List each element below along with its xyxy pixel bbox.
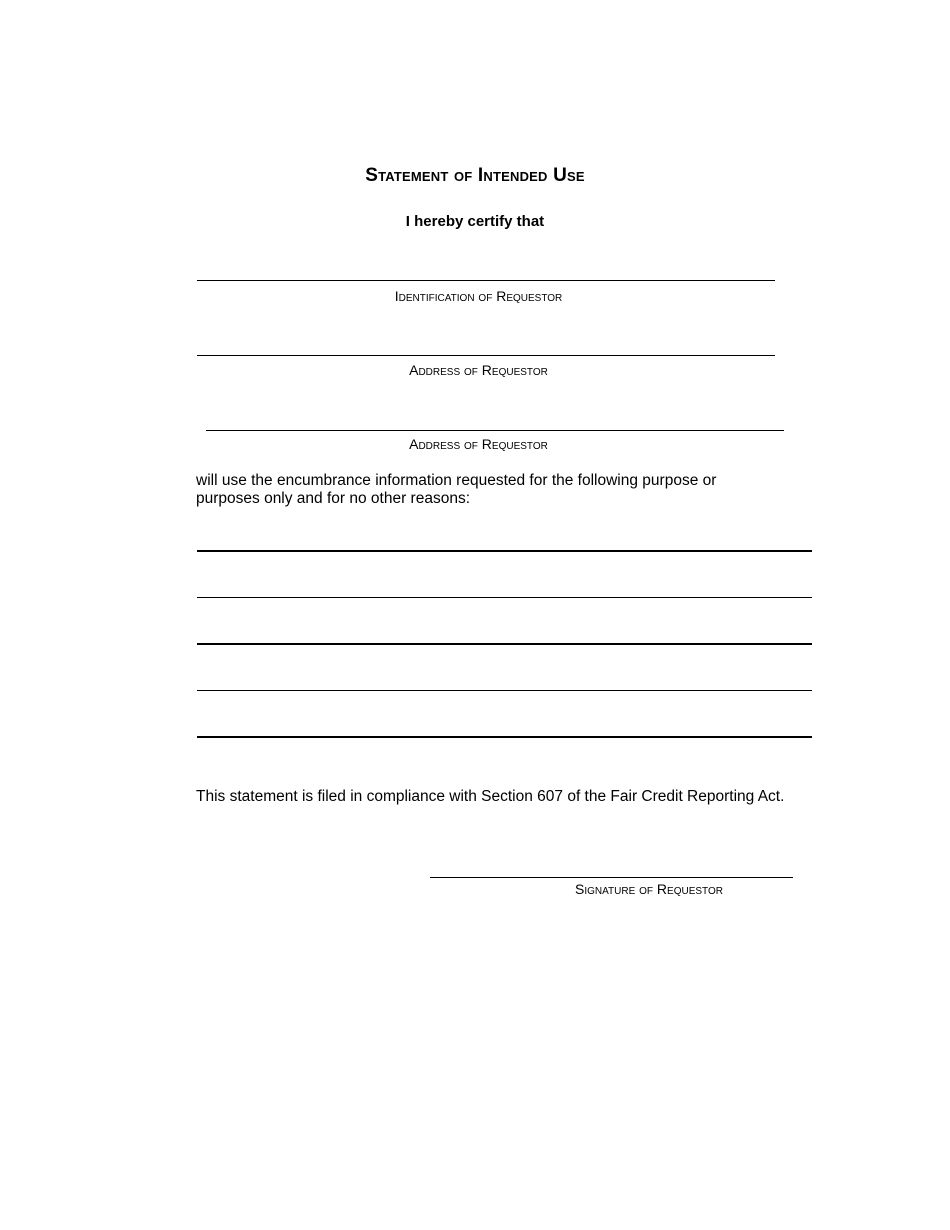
purpose-intro-line-2: purposes only and for no other reasons:: [196, 490, 471, 507]
purpose-line-4[interactable]: [197, 690, 812, 691]
signature-line[interactable]: [430, 877, 793, 878]
address-line-1[interactable]: [197, 355, 775, 356]
purpose-line-5[interactable]: [197, 736, 812, 738]
compliance-statement: This statement is filed in compliance with Section 607 of the Fair Credit Reporting Act.: [196, 788, 785, 805]
purpose-line-2[interactable]: [197, 597, 812, 598]
purpose-line-1[interactable]: [197, 550, 812, 552]
address-caption-1: Address of Requestor: [409, 362, 548, 378]
purpose-line-3[interactable]: [197, 643, 812, 645]
identification-caption: Identification of Requestor: [394, 288, 563, 304]
purpose-intro: [196, 472, 816, 508]
signature-caption: Signature of Requestor: [575, 881, 723, 897]
purpose-intro-line-1: will use the encumbrance information requested for the following purpose or: [196, 472, 717, 489]
address-caption-2: Address of Requestor: [409, 436, 548, 452]
identification-line[interactable]: [197, 280, 775, 281]
certify-statement: I hereby certify that: [405, 213, 545, 230]
document-title: Statement of Intended Use: [365, 165, 585, 186]
address-line-2[interactable]: [206, 430, 784, 431]
